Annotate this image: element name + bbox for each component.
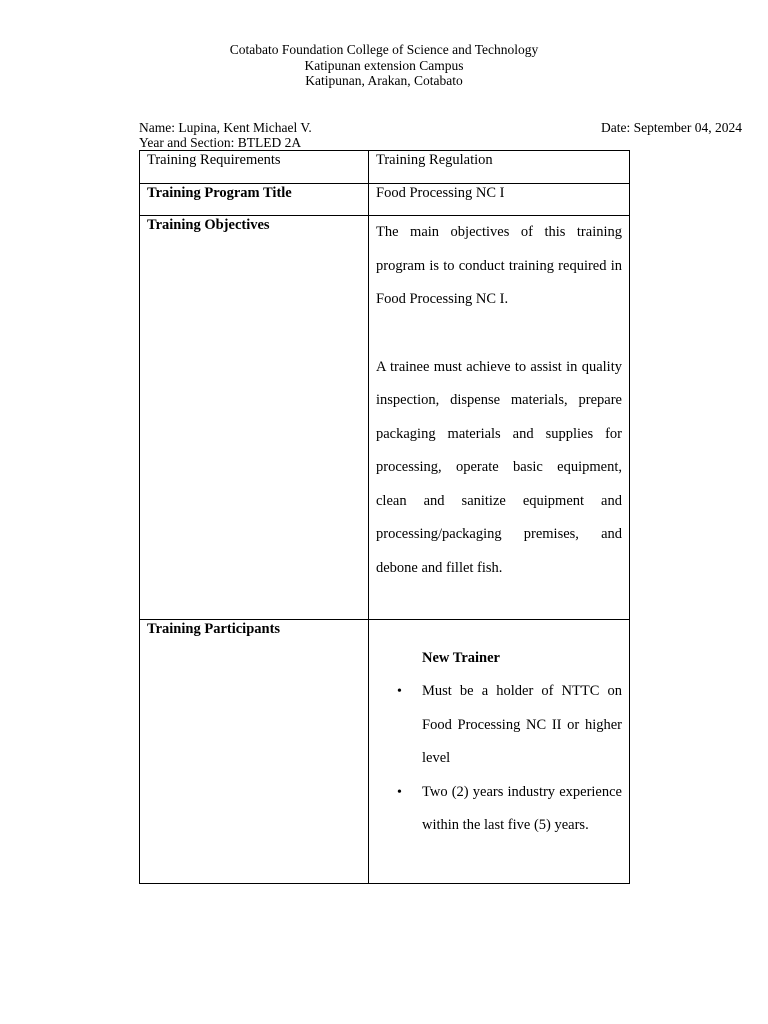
objectives-label: Training Objectives (140, 216, 369, 620)
requirement-text: Two (2) years industry experience within the last five (5) years. (422, 783, 622, 833)
campus-name: Katipunan extension Campus (304, 57, 464, 73)
objectives-cell (369, 216, 630, 620)
participants-cell (369, 620, 630, 884)
campus-address: Katipunan, Arakan, Cotabato (305, 73, 463, 88)
list-item (397, 675, 622, 776)
institution-name: Cotabato Foundation College of Science and Technology (229, 42, 539, 57)
training-table (139, 150, 630, 884)
program-title-value: Food Processing NC I (369, 184, 630, 216)
document-date: Date: September 04, 2024 (601, 120, 742, 135)
participants-label: Training Participants (140, 620, 369, 884)
participants-heading: New Trainer (422, 650, 500, 666)
col-header-requirements: Training Requirements (140, 151, 369, 184)
program-title-label: Training Program Title (140, 184, 369, 216)
table-row (140, 216, 630, 620)
student-name: Name: Lupina, Kent Michael V. (139, 120, 312, 135)
year-section: Year and Section: BTLED 2A (139, 135, 302, 150)
bullet-icon: • (397, 684, 402, 699)
bullet-icon: • (397, 784, 402, 800)
table-row (140, 184, 630, 216)
objectives-paragraph-2: A trainee must achieve to assist in quality inspection, dispense materials, prepare packaging materials and supplies for processing, operate basic equipment, clean and sanitize equipment and processing/packaging premises, and debone and fillet fish. (376, 358, 622, 576)
requirement-text: Must be a holder of NTTC on Food Processing NC II or higher level (422, 683, 622, 766)
document-header (0, 42, 768, 89)
col-header-regulation: Training Regulation (369, 151, 630, 184)
list-item (397, 776, 622, 843)
participants-content (376, 620, 622, 843)
paragraph-spacer (376, 317, 622, 351)
participants-requirements-list (397, 675, 622, 843)
objectives-paragraph-1: The main objectives of this training program is to conduct training required in Food Processing NC I. (376, 224, 622, 307)
table-row (140, 620, 630, 884)
table-header-row (140, 151, 630, 184)
